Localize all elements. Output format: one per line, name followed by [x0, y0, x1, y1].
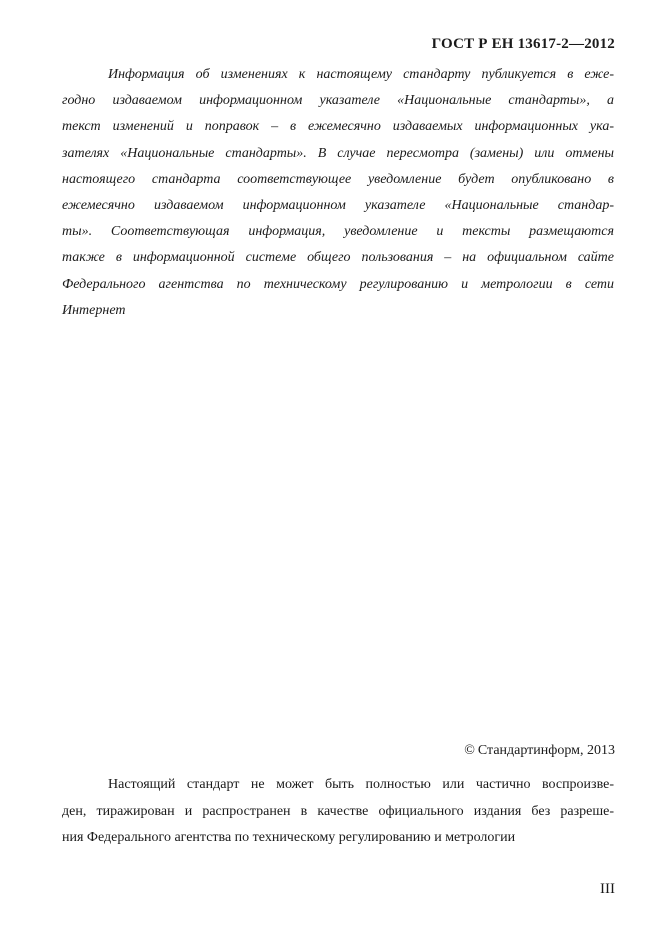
- notice-line: годно издаваемом информационном указателе «Национальные стандарты», а: [62, 93, 614, 109]
- notice-line: текст изменений и поправок – в ежемесячно издаваемых информационных ука-: [62, 119, 614, 135]
- copyright-icon: ©: [464, 743, 475, 758]
- notice-line: Интернет: [62, 302, 126, 318]
- notice-line: зателях «Национальные стандарты». В случае пересмотра (замены) или отмены: [62, 145, 614, 161]
- page-number: III: [600, 881, 615, 897]
- copyright-notice: [464, 741, 615, 761]
- publication-notice: [62, 62, 614, 324]
- legal-line: Настоящий стандарт не может быть полностью или частично воспроизве-: [108, 777, 614, 792]
- notice-line: ежемесячно издаваемом информационном указателе «Национальные стандар-: [62, 197, 614, 213]
- notice-line: ты». Соответствующая информация, уведомление и тексты размещаются: [62, 224, 614, 240]
- notice-line: Федерального агентства по техническому регулированию и метрологии в сети: [62, 276, 614, 292]
- notice-line: настоящего стандарта соответствующее уведомление будет опубликовано в: [62, 171, 614, 187]
- notice-line: также в информационной системе общего пользования – на официальном сайте: [62, 250, 614, 266]
- document-code: ГОСТ Р ЕН 13617-2—2012: [431, 36, 615, 52]
- reproduction-notice: [62, 772, 614, 852]
- legal-line: ния Федерального агентства по техническому регулированию и метрологии: [62, 830, 516, 845]
- legal-line: ден, тиражирован и распространен в качестве официального издания без разреше-: [62, 803, 614, 819]
- notice-line: Информация об изменениях к настоящему стандарту публикуется в еже-: [108, 67, 614, 82]
- copyright-text: Стандартинформ, 2013: [477, 743, 615, 758]
